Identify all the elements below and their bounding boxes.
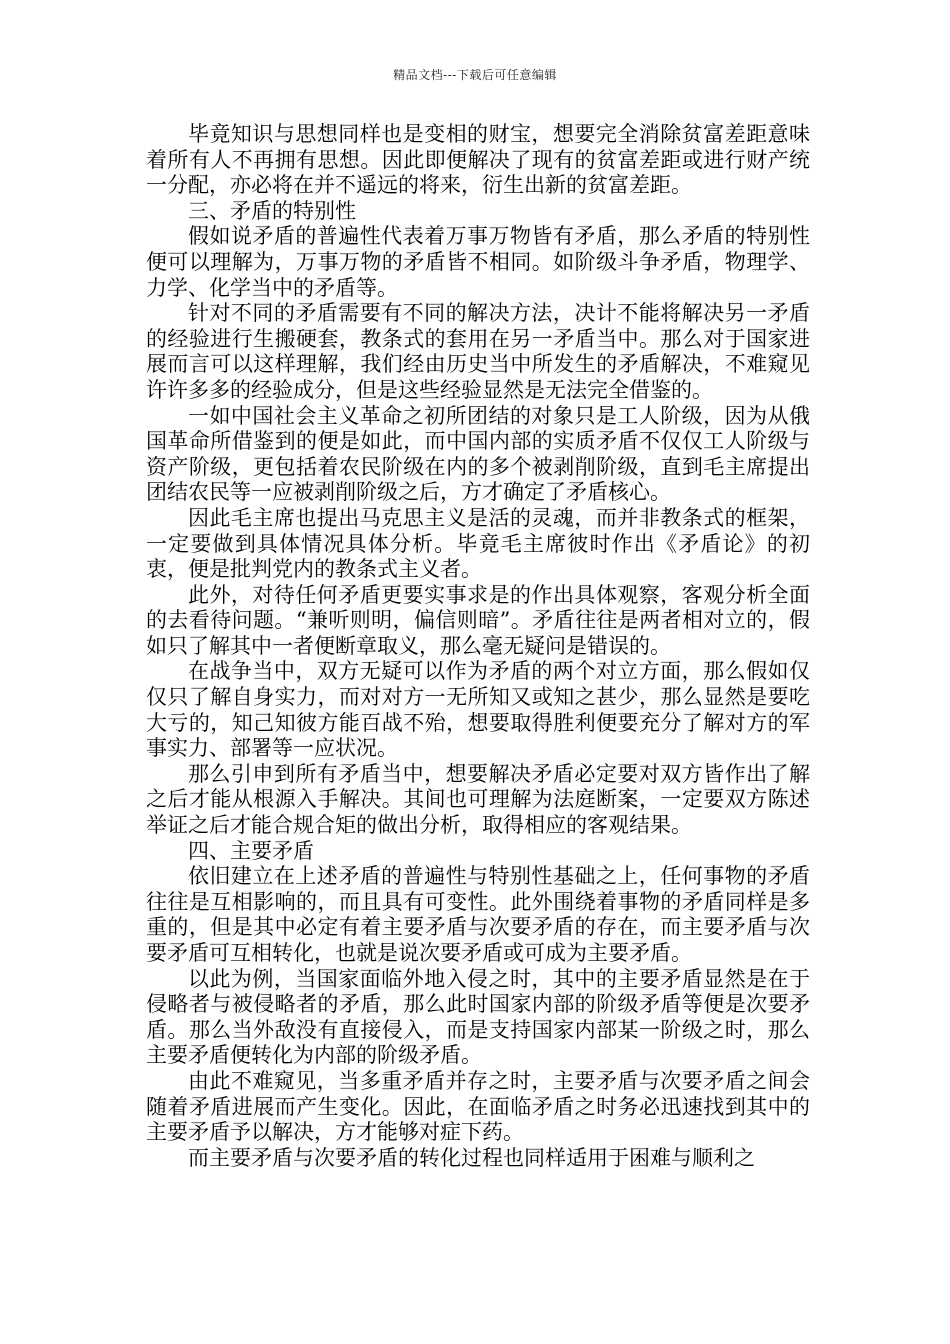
body-paragraph: 而主要矛盾与次要矛盾的转化过程也同样适用于困难与顺利之 (188, 1145, 755, 1170)
body-paragraph: 毕竟知识与思想同样也是变相的财宝，想要完全消除贫富差距意味着所有人不再拥有思想。因此即便解决了现有的贫富差距或进行财产统一分配，亦必将在并不遥远的将来，衍生出新的贫富差距。 (146, 122, 810, 198)
body-paragraph: 由此不难窥见，当多重矛盾并存之时，主要矛盾与次要矛盾之间会随着矛盾进展而产生变化。因此，在面临矛盾之时务必迅速找到其中的主要矛盾予以解决，方才能够对症下药。 (146, 1068, 810, 1145)
section-heading: 四、主要矛盾 (188, 838, 314, 863)
body-paragraph: 因此毛主席也提出马克思主义是活的灵魂，而并非教条式的框架，一定要做到具体情况具体分析。毕竟毛主席彼时作出《矛盾论》的初衷，便是批判党内的教条式主义者。 (146, 505, 810, 582)
body-paragraph: 那么引申到所有矛盾当中，想要解决矛盾必定要对双方皆作出了解之后才能从根源入手解决。其间也可理解为法庭断案，一定要双方陈述举证之后才能合规合矩的做出分析，取得相应的客观结果。 (146, 761, 810, 838)
body-paragraph: 一如中国社会主义革命之初所团结的对象只是工人阶级，因为从俄国革命所借鉴到的便是如此，而中国内部的实质矛盾不仅仅工人阶级与资产阶级，更包括着农民阶级在内的多个被剥削阶级，直到毛主席提出团结农民等一应被剥削阶级之后，方才确定了矛盾核心。 (146, 403, 810, 505)
body-paragraph: 以此为例，当国家面临外地入侵之时，其中的主要矛盾显然是在于侵略者与被侵略者的矛盾，那么此时国家内部的阶级矛盾等便是次要矛盾。那么当外敌没有直接侵入，而是支持国家内部某一阶级之时，那么主要矛盾便转化为内部的阶级矛盾。 (146, 966, 810, 1068)
body-paragraph: 依旧建立在上述矛盾的普遍性与特别性基础之上，任何事物的矛盾往往是互相影响的，而且具有可变性。此外围绕着事物的矛盾同样是多重的，但是其中必定有着主要矛盾与次要矛盾的存在，而主要矛盾与次要矛盾可互相转化，也就是说次要矛盾或可成为主要矛盾。 (146, 864, 810, 965)
body-paragraph: 假如说矛盾的普遍性代表着万事万物皆有矛盾，那么矛盾的特别性便可以理解为，万事万物的矛盾皆不相同。如阶级斗争矛盾，物理学、力学、化学当中的矛盾等。 (146, 224, 810, 300)
section-heading: 三、矛盾的特别性 (188, 198, 356, 223)
document-body (146, 122, 810, 1171)
body-paragraph: 在战争当中，双方无疑可以作为矛盾的两个对立方面，那么假如仅仅只了解自身实力，而对对方一无所知又或知之甚少，那么显然是要吃大亏的，知己知彼方能百战不殆，想要取得胜利便要充分了解对方的军事实力、部署等一应状况。 (146, 659, 810, 761)
body-paragraph: 此外，对待任何矛盾更要实事求是的作出具体观察，客观分析全面的去看待问题。“兼听则明，偏信则暗”。矛盾往往是两者相对立的，假如只了解其中一者便断章取义，那么毫无疑问是错误的。 (146, 582, 810, 658)
page-header: 精品文档---下载后可任意编辑 (393, 68, 557, 82)
body-paragraph: 针对不同的矛盾需要有不同的解决方法，决计不能将解决另一矛盾的经验进行生搬硬套，教条式的套用在另一矛盾当中。那么对于国家进展而言可以这样理解，我们经由历史当中所发生的矛盾解决，不难窥见许许多多的经验成分，但是这些经验显然是无法完全借鉴的。 (146, 301, 810, 402)
